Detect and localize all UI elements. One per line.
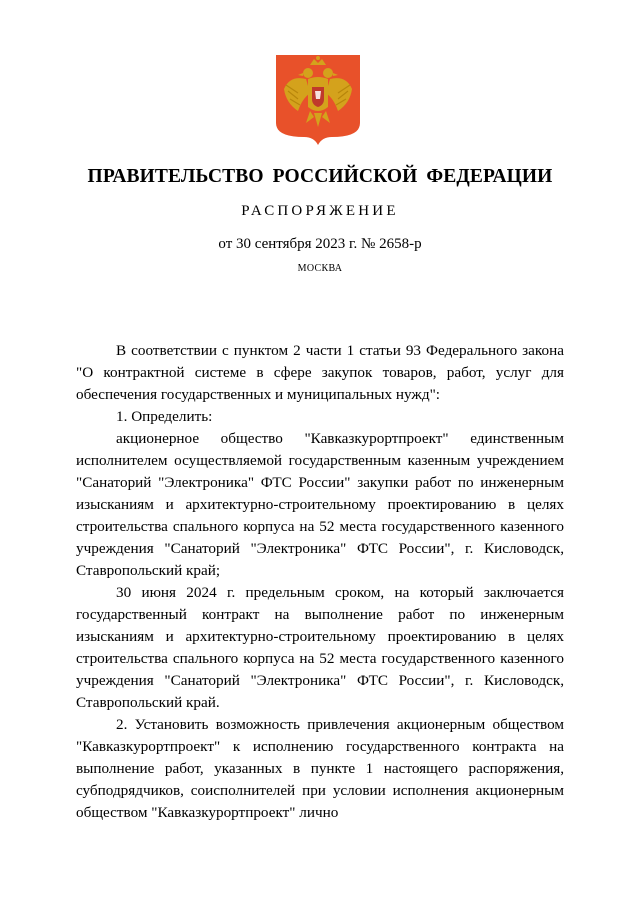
preamble-paragraph: В соответствии с пунктом 2 части 1 статьи 93 Федерального закона "О контрактной системе в сфере закупок товаров, работ, услуг для обеспечения государственных и муниципальных нужд": [76, 342, 564, 403]
city-name: МОСКВА [297, 263, 343, 274]
document-type: РАСПОРЯЖЕНИЕ [241, 203, 399, 219]
document-body [76, 340, 564, 824]
item-1-heading: 1. Определить: [116, 408, 213, 425]
item-1-executor-paragraph: акционерное общество "Кавказкурортпроект" единственным исполнителем осуществляемой государственным казенным учреждением "Санаторий "Электроника" ФТС России" закупки работ по инженерным изысканиям и архитектурно-строительному проектированию в целях строительства спального корпуса на 52 места государственного казенного учреждения "Санаторий "Электроника" ФТС России", г. Кисловодск, Ставропольский край; [76, 430, 564, 579]
organization-title: ПРАВИТЕЛЬСТВО РОССИЙСКОЙ ФЕДЕРАЦИИ [87, 166, 553, 187]
item-1-deadline-paragraph: 30 июня 2024 г. предельным сроком, на который заключается государственный контракт на выполнение работ по инженерным изысканиям и архитектурно-строительному проектированию в целях строительства спального корпуса на 52 места государственного казенного учреждения "Санаторий "Электроника" ФТС России", г. Кисловодск, Ставропольский край. [76, 584, 564, 711]
russian-coat-of-arms-icon [276, 55, 360, 145]
document-date-number: от 30 сентября 2023 г. № 2658-р [218, 236, 422, 252]
item-2-paragraph: 2. Установить возможность привлечения акционерным обществом "Кавказкурортпроект" к исполнению государственного контракта на выполнение работ, указанных в пункте 1 настоящего распоряжения, субподрядчиков, соисполнителей при условии исполнения акционерным обществом "Кавказкурортпроект" лично [76, 716, 564, 821]
